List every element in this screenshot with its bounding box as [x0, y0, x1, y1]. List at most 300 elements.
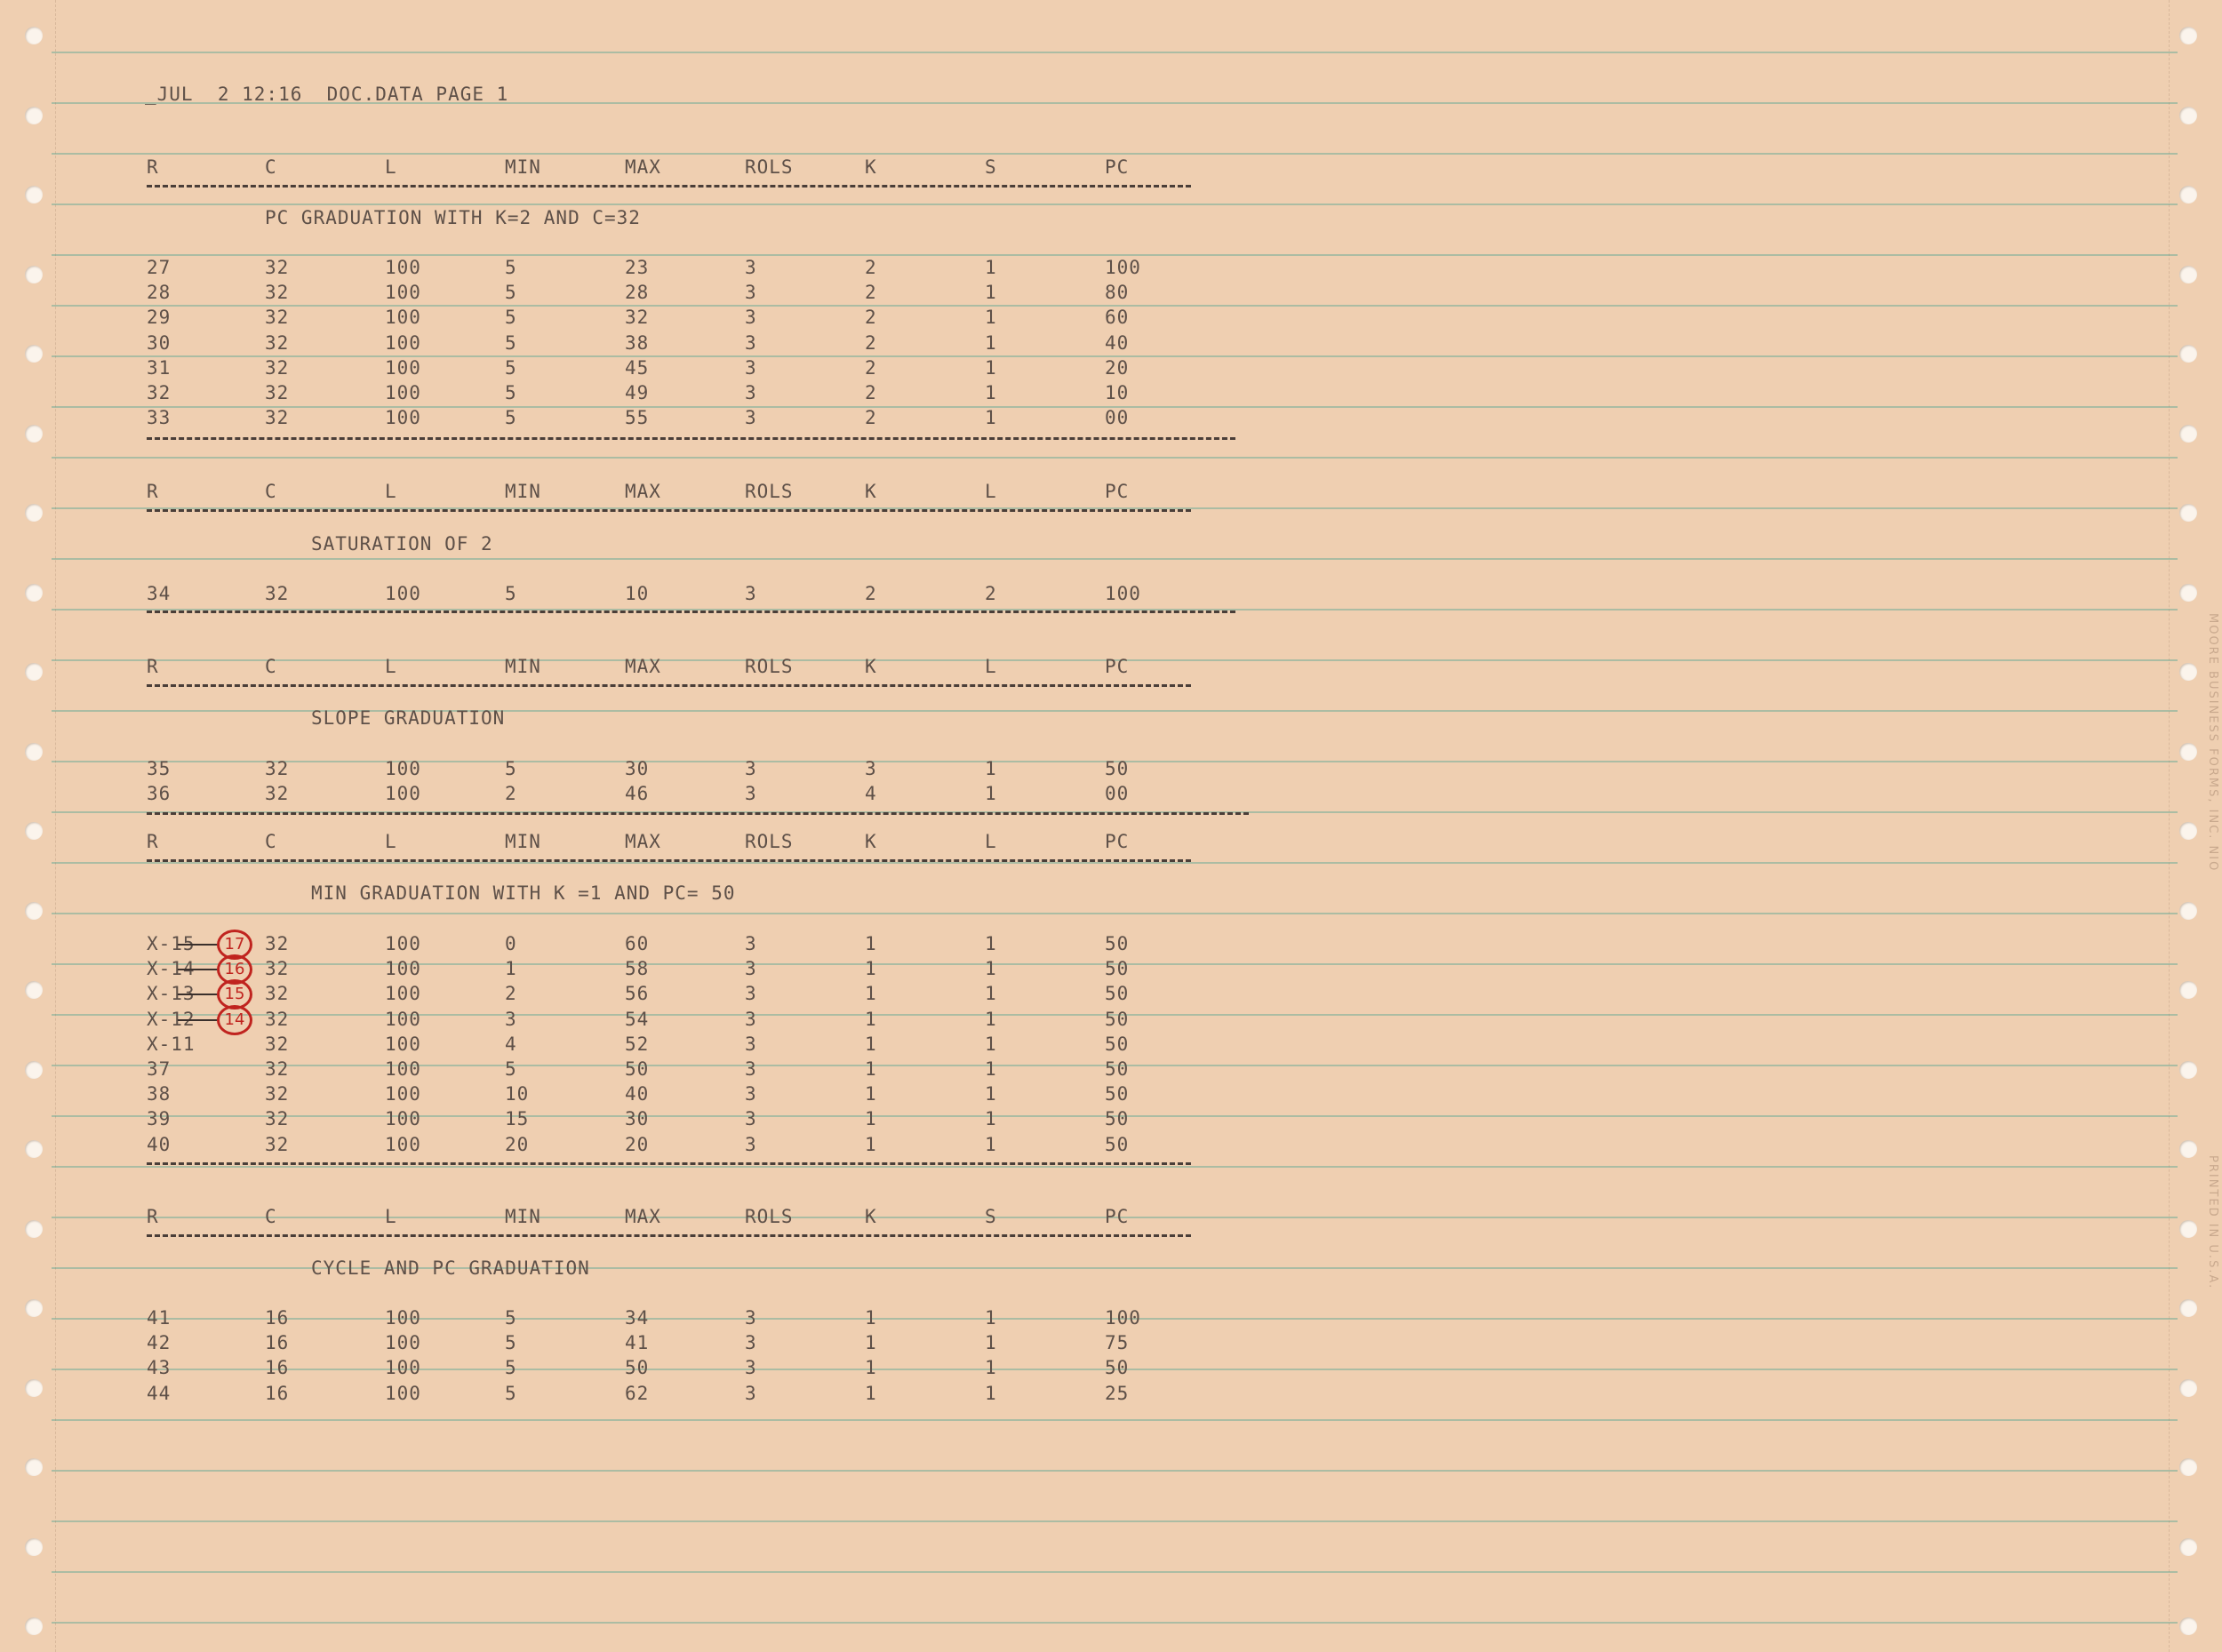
table-cell: 50: [1105, 983, 1130, 1005]
table-cell: 100: [385, 1332, 421, 1354]
feed-hole: [25, 1220, 43, 1238]
table-cell: 2: [865, 282, 877, 304]
table-cell: 1: [985, 933, 997, 954]
table-cell: 55: [625, 407, 650, 429]
feed-hole: [25, 743, 43, 761]
feed-hole: [2179, 584, 2197, 602]
table-cell: 38: [625, 331, 650, 354]
table-cell: 100: [385, 1008, 421, 1030]
greenbar-line: [52, 558, 2178, 560]
feed-hole: [2179, 186, 2197, 204]
handwritten-circled-number: 17: [217, 930, 252, 960]
table-cell: 45: [625, 356, 650, 379]
table-cell: 3: [745, 958, 757, 980]
table-cell: 100: [1105, 257, 1141, 278]
column-header: L: [385, 156, 397, 178]
table-cell: 3: [745, 331, 757, 354]
greenbar-line: [52, 1571, 2178, 1573]
column-header: L: [385, 656, 397, 677]
table-cell: 1: [985, 307, 997, 329]
feed-hole: [25, 1458, 43, 1476]
strikethrough-mark: [178, 969, 219, 970]
feed-hole: [2179, 345, 2197, 363]
table-cell: 100: [385, 1083, 421, 1105]
table-cell: 1: [985, 958, 997, 980]
table-cell: 33: [147, 407, 172, 429]
greenbar-line: [52, 1520, 2178, 1522]
table-cell: 100: [385, 282, 421, 304]
column-header: C: [265, 481, 277, 502]
column-header: L: [385, 481, 397, 502]
table-cell: 20: [505, 1133, 530, 1155]
feed-hole: [2179, 822, 2197, 840]
table-cell: 3: [745, 1307, 757, 1329]
table-cell: 39: [147, 1108, 172, 1130]
column-header: MAX: [625, 156, 661, 178]
table-cell: 1: [865, 933, 877, 954]
table-cell: 1: [985, 758, 997, 779]
table-cell: 30: [625, 1108, 650, 1130]
table-cell: 16: [265, 1307, 290, 1329]
table-cell: 32: [265, 958, 290, 980]
table-cell: 1: [865, 958, 877, 980]
table-cell: 60: [625, 933, 650, 954]
greenbar-line: [52, 913, 2178, 914]
table-cell: 3: [745, 356, 757, 379]
table-cell: 3: [745, 758, 757, 779]
greenbar-line: [52, 1419, 2178, 1421]
table-cell: 1: [505, 958, 517, 980]
table-cell: 30: [625, 758, 650, 779]
table-cell: 100: [385, 958, 421, 980]
feed-hole: [25, 1140, 43, 1158]
table-cell: 3: [745, 257, 757, 278]
table-cell: 1: [985, 1008, 997, 1030]
table-cell: 32: [265, 282, 290, 304]
form-maker-note: MOORE BUSINESS FORMS, INC. NIO: [2206, 613, 2219, 873]
feed-hole: [2179, 1061, 2197, 1079]
strikethrough-mark: [178, 1019, 219, 1021]
header-rule: [147, 684, 1191, 687]
table-cell: X-14: [147, 958, 196, 980]
table-cell: 1: [865, 983, 877, 1005]
table-cell: 32: [265, 1033, 290, 1055]
table-cell: 1: [985, 983, 997, 1005]
table-cell: 3: [745, 1357, 757, 1379]
table-cell: 100: [385, 783, 421, 805]
handwritten-circled-number: 14: [217, 1005, 252, 1035]
table-cell: 3: [745, 1108, 757, 1130]
feed-hole: [25, 902, 43, 920]
column-header: PC: [1105, 156, 1130, 178]
table-cell: 1: [985, 282, 997, 304]
table-cell: 3: [745, 1083, 757, 1105]
column-header: MIN: [505, 156, 541, 178]
table-cell: 40: [625, 1083, 650, 1105]
section-end-rule: [147, 437, 1235, 440]
table-cell: 3: [745, 583, 757, 604]
table-cell: 100: [385, 1357, 421, 1379]
feed-hole: [25, 425, 43, 443]
section-title: SATURATION OF 2: [311, 533, 493, 555]
table-cell: 100: [1105, 1307, 1141, 1329]
page-header: _JUL 2 12:16 DOC.DATA PAGE 1: [145, 84, 509, 105]
table-cell: 100: [385, 1058, 421, 1080]
greenbar-line: [52, 204, 2178, 205]
table-cell: 3: [745, 407, 757, 429]
greenbar-line: [52, 52, 2178, 53]
table-cell: 50: [1105, 758, 1130, 779]
feed-hole: [2179, 1299, 2197, 1317]
table-cell: 1: [985, 1332, 997, 1354]
column-header: MAX: [625, 1206, 661, 1227]
table-cell: 3: [745, 282, 757, 304]
table-cell: 5: [505, 331, 517, 354]
table-cell: 49: [625, 382, 650, 403]
table-cell: X-13: [147, 983, 196, 1005]
feed-hole: [2179, 743, 2197, 761]
table-cell: X-12: [147, 1008, 196, 1030]
column-header: PC: [1105, 481, 1130, 502]
table-cell: 32: [265, 1108, 290, 1130]
column-header: K: [865, 831, 877, 852]
table-cell: 43: [147, 1357, 172, 1379]
table-cell: 100: [385, 983, 421, 1005]
column-header: R: [147, 481, 159, 502]
feed-hole: [2179, 902, 2197, 920]
column-header: MAX: [625, 831, 661, 852]
feed-hole: [25, 1061, 43, 1079]
table-cell: 100: [385, 583, 421, 604]
table-cell: 32: [265, 1058, 290, 1080]
feed-hole: [2179, 1379, 2197, 1397]
table-cell: 32: [147, 382, 172, 403]
table-cell: 1: [985, 257, 997, 278]
feed-hole: [2179, 27, 2197, 44]
printed-in-note: PRINTED IN U.S.A.: [2206, 1155, 2219, 1290]
feed-hole: [25, 1379, 43, 1397]
table-cell: 41: [625, 1332, 650, 1354]
table-cell: 32: [265, 307, 290, 329]
section-end-rule: [147, 611, 1235, 613]
feed-hole: [25, 107, 43, 124]
column-header: ROLS: [745, 156, 794, 178]
table-cell: 20: [1105, 356, 1130, 379]
table-cell: 5: [505, 282, 517, 304]
table-cell: 3: [745, 933, 757, 954]
feed-hole: [2179, 981, 2197, 999]
column-header: MIN: [505, 656, 541, 677]
table-cell: 32: [265, 356, 290, 379]
table-cell: 5: [505, 1332, 517, 1354]
table-cell: 1: [865, 1083, 877, 1105]
table-cell: 4: [865, 783, 877, 805]
table-cell: 50: [1105, 958, 1130, 980]
table-cell: 3: [745, 307, 757, 329]
header-rule: [147, 185, 1191, 188]
table-cell: 44: [147, 1382, 172, 1404]
section-title: MIN GRADUATION WITH K =1 AND PC= 50: [311, 882, 736, 904]
table-cell: 20: [625, 1133, 650, 1155]
table-cell: 40: [147, 1133, 172, 1155]
table-cell: 100: [385, 382, 421, 403]
greenbar-line: [52, 1622, 2178, 1624]
table-cell: 50: [625, 1357, 650, 1379]
table-cell: X-15: [147, 933, 196, 954]
table-cell: 3: [745, 382, 757, 403]
table-cell: 100: [385, 331, 421, 354]
table-cell: 5: [505, 1382, 517, 1404]
header-rule: [147, 859, 1191, 862]
table-cell: 32: [265, 583, 290, 604]
table-cell: 50: [1105, 1083, 1130, 1105]
column-header: ROLS: [745, 1206, 794, 1227]
table-cell: 1: [865, 1008, 877, 1030]
column-header: PC: [1105, 1206, 1130, 1227]
feed-hole: [25, 27, 43, 44]
table-cell: 1: [985, 1307, 997, 1329]
greenbar-line: [52, 862, 2178, 864]
table-cell: 2: [865, 407, 877, 429]
table-cell: 32: [265, 331, 290, 354]
table-cell: 1: [985, 1083, 997, 1105]
table-cell: 40: [1105, 331, 1130, 354]
table-cell: 5: [505, 382, 517, 403]
column-header: PC: [1105, 656, 1130, 677]
table-cell: 5: [505, 758, 517, 779]
column-header: C: [265, 1206, 277, 1227]
table-cell: 32: [265, 1133, 290, 1155]
column-header: ROLS: [745, 481, 794, 502]
table-cell: 3: [745, 1008, 757, 1030]
table-cell: 00: [1105, 407, 1130, 429]
right-perforation: [2169, 0, 2170, 1652]
table-cell: 80: [1105, 282, 1130, 304]
table-cell: 100: [385, 933, 421, 954]
table-cell: 32: [265, 758, 290, 779]
table-cell: 15: [505, 1108, 530, 1130]
table-cell: 100: [385, 257, 421, 278]
table-cell: 100: [385, 1382, 421, 1404]
table-cell: 100: [385, 1133, 421, 1155]
greenbar-line: [52, 1166, 2178, 1168]
table-cell: 16: [265, 1382, 290, 1404]
column-header: ROLS: [745, 831, 794, 852]
table-cell: 2: [865, 307, 877, 329]
column-header: MIN: [505, 481, 541, 502]
table-cell: 2: [865, 257, 877, 278]
table-cell: 2: [865, 356, 877, 379]
column-header: K: [865, 1206, 877, 1227]
greenbar-line: [52, 254, 2178, 256]
column-header: L: [385, 831, 397, 852]
feed-hole: [2179, 425, 2197, 443]
table-cell: 50: [1105, 1133, 1130, 1155]
table-cell: 31: [147, 356, 172, 379]
table-cell: 38: [147, 1083, 172, 1105]
table-cell: 1: [985, 1382, 997, 1404]
table-cell: 28: [625, 282, 650, 304]
table-cell: 4: [505, 1033, 517, 1055]
table-cell: 34: [625, 1307, 650, 1329]
table-cell: 100: [385, 1307, 421, 1329]
table-cell: 62: [625, 1382, 650, 1404]
feed-hole: [2179, 1140, 2197, 1158]
table-cell: 35: [147, 758, 172, 779]
table-cell: 5: [505, 1307, 517, 1329]
feed-hole: [25, 1538, 43, 1556]
table-cell: 3: [745, 983, 757, 1005]
feed-hole: [25, 822, 43, 840]
table-cell: 3: [865, 758, 877, 779]
table-cell: 2: [865, 583, 877, 604]
table-cell: 30: [147, 331, 172, 354]
table-cell: 3: [745, 1033, 757, 1055]
table-cell: 16: [265, 1357, 290, 1379]
feed-hole: [25, 266, 43, 283]
column-header: L: [385, 1206, 397, 1227]
table-cell: 50: [1105, 1357, 1130, 1379]
column-header: R: [147, 656, 159, 677]
table-cell: 1: [865, 1332, 877, 1354]
table-cell: 1: [985, 783, 997, 805]
strikethrough-mark: [178, 994, 219, 995]
table-cell: 46: [625, 783, 650, 805]
table-cell: 2: [985, 583, 997, 604]
column-header: S: [985, 156, 997, 178]
column-header: L: [985, 481, 997, 502]
table-cell: 41: [147, 1307, 172, 1329]
table-cell: 54: [625, 1008, 650, 1030]
table-cell: 3: [745, 1058, 757, 1080]
feed-hole: [2179, 1617, 2197, 1635]
table-cell: 23: [625, 257, 650, 278]
feed-hole: [25, 1299, 43, 1317]
column-header: R: [147, 156, 159, 178]
column-header: ROLS: [745, 656, 794, 677]
table-cell: 00: [1105, 783, 1130, 805]
table-cell: 75: [1105, 1332, 1130, 1354]
section-title: CYCLE AND PC GRADUATION: [311, 1257, 590, 1279]
table-cell: 10: [1105, 382, 1130, 403]
table-cell: 29: [147, 307, 172, 329]
feed-hole: [25, 186, 43, 204]
column-header: R: [147, 1206, 159, 1227]
table-cell: 36: [147, 783, 172, 805]
column-header: MIN: [505, 1206, 541, 1227]
table-cell: 2: [505, 783, 517, 805]
section-end-rule: [147, 812, 1249, 815]
column-header: K: [865, 156, 877, 178]
table-cell: 1: [985, 356, 997, 379]
table-cell: 5: [505, 257, 517, 278]
feed-hole: [2179, 504, 2197, 522]
column-header: MIN: [505, 831, 541, 852]
table-cell: 1: [865, 1382, 877, 1404]
handwritten-circled-number: 15: [217, 979, 252, 1010]
table-cell: 3: [745, 1382, 757, 1404]
greenbar-line: [52, 1470, 2178, 1472]
table-cell: 50: [1105, 1033, 1130, 1055]
table-cell: 56: [625, 983, 650, 1005]
column-header: L: [985, 831, 997, 852]
table-cell: X-11: [147, 1033, 196, 1055]
table-cell: 100: [385, 758, 421, 779]
feed-hole: [2179, 1538, 2197, 1556]
table-cell: 32: [265, 783, 290, 805]
table-cell: 1: [865, 1058, 877, 1080]
table-cell: 5: [505, 356, 517, 379]
greenbar-line: [52, 153, 2178, 155]
table-cell: 2: [865, 382, 877, 403]
table-cell: 50: [1105, 933, 1130, 954]
table-cell: 16: [265, 1332, 290, 1354]
column-header: R: [147, 831, 159, 852]
table-cell: 34: [147, 583, 172, 604]
table-cell: 2: [865, 331, 877, 354]
table-cell: 3: [745, 1133, 757, 1155]
strikethrough-mark: [178, 944, 219, 946]
header-rule: [147, 509, 1191, 512]
column-header: MAX: [625, 481, 661, 502]
table-cell: 50: [1105, 1058, 1130, 1080]
table-cell: 1: [865, 1033, 877, 1055]
section-end-rule: [147, 1162, 1191, 1165]
table-cell: 100: [385, 356, 421, 379]
table-cell: 28: [147, 282, 172, 304]
feed-hole: [2179, 107, 2197, 124]
feed-hole: [2179, 663, 2197, 681]
table-cell: 58: [625, 958, 650, 980]
table-cell: 3: [745, 783, 757, 805]
section-title: SLOPE GRADUATION: [311, 707, 506, 729]
feed-hole: [25, 504, 43, 522]
table-cell: 32: [265, 1008, 290, 1030]
table-cell: 5: [505, 407, 517, 429]
left-perforation: [55, 0, 57, 1652]
feed-hole: [2179, 1458, 2197, 1476]
table-cell: 10: [625, 583, 650, 604]
table-cell: 100: [385, 1033, 421, 1055]
table-cell: 1: [985, 1058, 997, 1080]
table-cell: 100: [1105, 583, 1141, 604]
table-cell: 32: [625, 307, 650, 329]
table-cell: 5: [505, 307, 517, 329]
table-cell: 1: [985, 1133, 997, 1155]
table-cell: 3: [745, 1332, 757, 1354]
table-cell: 42: [147, 1332, 172, 1354]
column-header: S: [985, 1206, 997, 1227]
column-header: C: [265, 831, 277, 852]
feed-hole: [25, 345, 43, 363]
column-header: L: [985, 656, 997, 677]
table-cell: 60: [1105, 307, 1130, 329]
table-cell: 1: [865, 1108, 877, 1130]
handwritten-circled-number: 16: [217, 954, 252, 985]
table-cell: 5: [505, 583, 517, 604]
table-cell: 3: [505, 1008, 517, 1030]
section-title: PC GRADUATION WITH K=2 AND C=32: [265, 207, 641, 228]
table-cell: 1: [865, 1307, 877, 1329]
column-header: C: [265, 656, 277, 677]
table-cell: 1: [985, 1357, 997, 1379]
table-cell: 37: [147, 1058, 172, 1080]
table-cell: 32: [265, 382, 290, 403]
table-cell: 10: [505, 1083, 530, 1105]
table-cell: 32: [265, 257, 290, 278]
table-cell: 5: [505, 1058, 517, 1080]
table-cell: 52: [625, 1033, 650, 1055]
